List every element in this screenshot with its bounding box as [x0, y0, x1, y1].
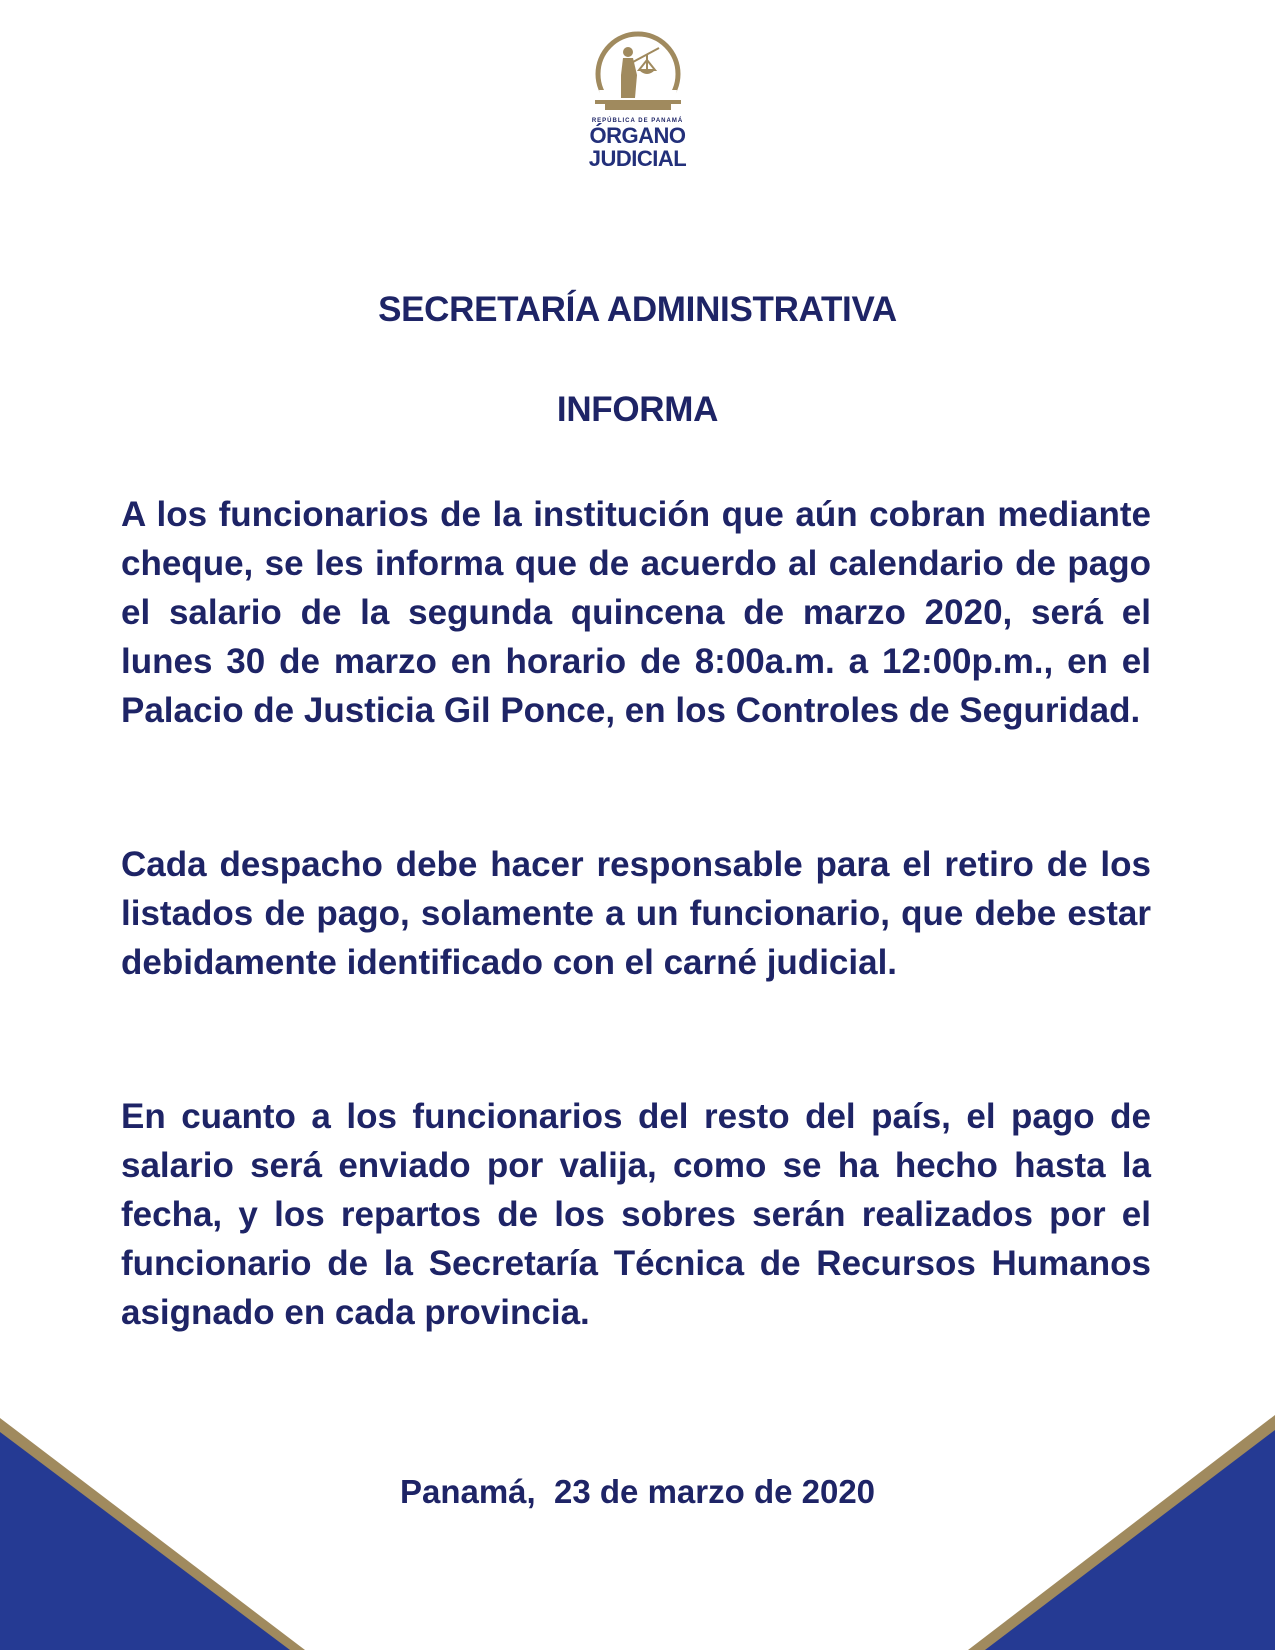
notice-paragraph-2: Cada despacho debe hacer responsable para el retiro de los listados de pago, solamente a un funcionario, que debe estar debidamente identificado con el carné judicial.	[121, 845, 1151, 982]
right-corner-triangle	[968, 1415, 1275, 1650]
notice-paragraph-1: A los funcionarios de la institución que aún cobran mediante cheque, se les informa que de acuerdo al calendario de pago el salario de la segunda quincena de marzo 2020, será el lunes 30 de marzo en horario de 8:00a.m. a 12:00p.m., en el Palacio de Justicia Gil Ponce, en los Controles de Seguridad.	[121, 495, 1151, 730]
page-subtitle: INFORMA	[556, 390, 719, 429]
notice-paragraph-3: En cuanto a los funcionarios del resto del país, el pago de salario será enviado por valija, como se ha hecho hasta la fecha, y los repartos de los sobres serán realizados por el funcionario de la Secretaría Técnica de Recursos Humanos asignado en cada provincia.	[121, 1097, 1151, 1332]
logo-subtitle: REPÚBLICA DE PANAMÁ	[591, 118, 684, 124]
left-corner-triangle	[0, 1418, 305, 1650]
issue-date: Panamá, 23 de marzo de 2020	[399, 1473, 876, 1510]
logo-line-judicial: JUDICIAL	[588, 146, 687, 171]
page-title: SECRETARÍA ADMINISTRATIVA	[378, 290, 897, 329]
logo-line-organo: ÓRGANO	[589, 123, 686, 148]
